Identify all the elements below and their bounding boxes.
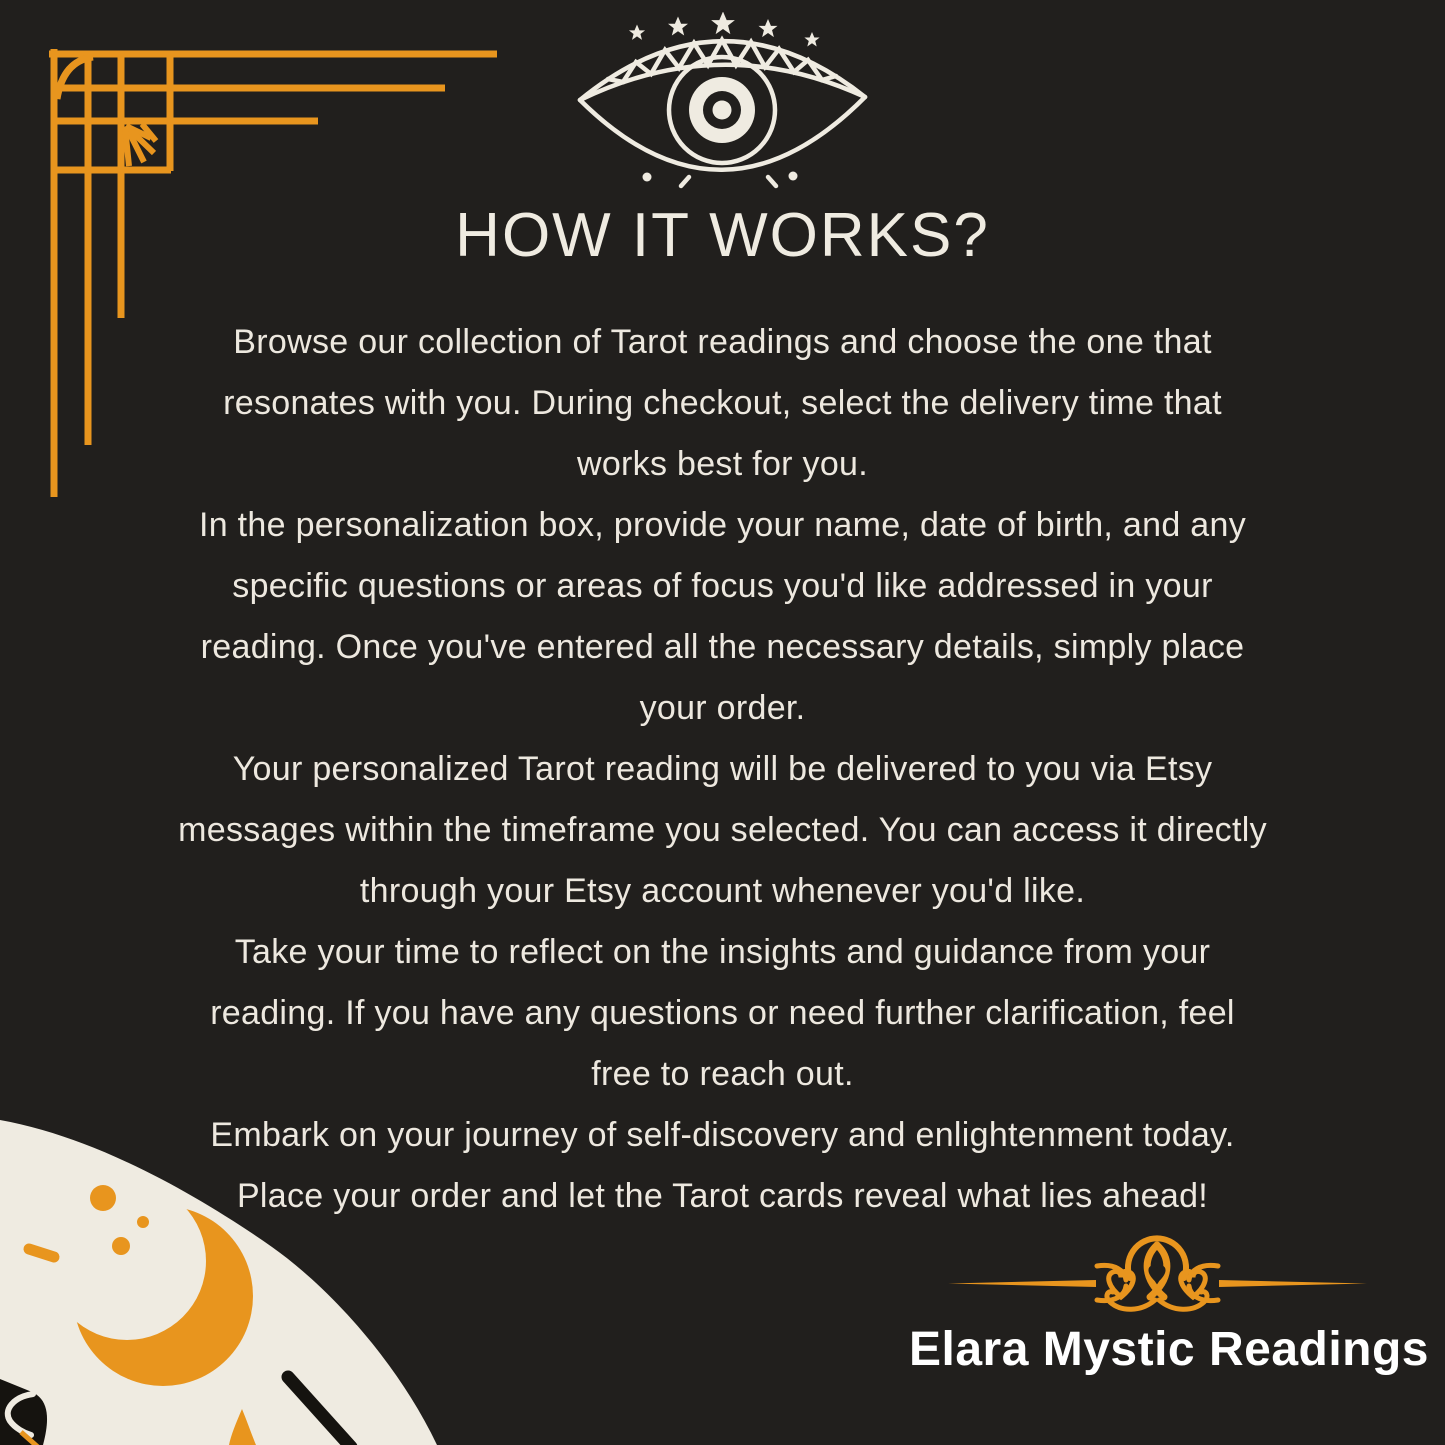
body-line: resonates with you. During checkout, select the delivery time that xyxy=(223,384,1222,422)
crescent-moon-icon xyxy=(0,1095,520,1445)
body-line: Embark on your journey of self-discovery and enlightenment today. xyxy=(210,1116,1235,1154)
body-line: through your Etsy account whenever you'd like. xyxy=(359,872,1086,910)
body-line: your order. xyxy=(639,689,806,727)
third-eye-icon xyxy=(572,12,872,197)
body-line: In the personalization box, provide your name, date of birth, and any xyxy=(198,506,1246,544)
body-line: specific questions or areas of focus you'd like addressed in your xyxy=(232,567,1213,605)
body-line: Your personalized Tarot reading will be delivered to you via Etsy xyxy=(232,750,1213,788)
page-title: HOW IT WORKS? xyxy=(455,201,990,270)
body-line: Browse our collection of Tarot readings and choose the one that xyxy=(233,323,1212,361)
body-line: reading. Once you've entered all the necessary details, simply place xyxy=(200,628,1245,666)
body-line: messages within the timeframe you selected. You can access it directly xyxy=(178,811,1267,849)
body-line: reading. If you have any questions or need further clarification, feel xyxy=(210,994,1235,1032)
body-text xyxy=(0,312,1445,1227)
body-line: free to reach out. xyxy=(591,1055,854,1093)
brand-name: Elara Mystic Readings xyxy=(908,1323,1429,1376)
body-line: Take your time to reflect on the insights and guidance from your xyxy=(234,933,1211,971)
body-line: Place your order and let the Tarot cards reveal what lies ahead! xyxy=(236,1177,1209,1215)
body-line: works best for you. xyxy=(576,445,869,483)
heart-divider-icon xyxy=(945,1232,1370,1327)
